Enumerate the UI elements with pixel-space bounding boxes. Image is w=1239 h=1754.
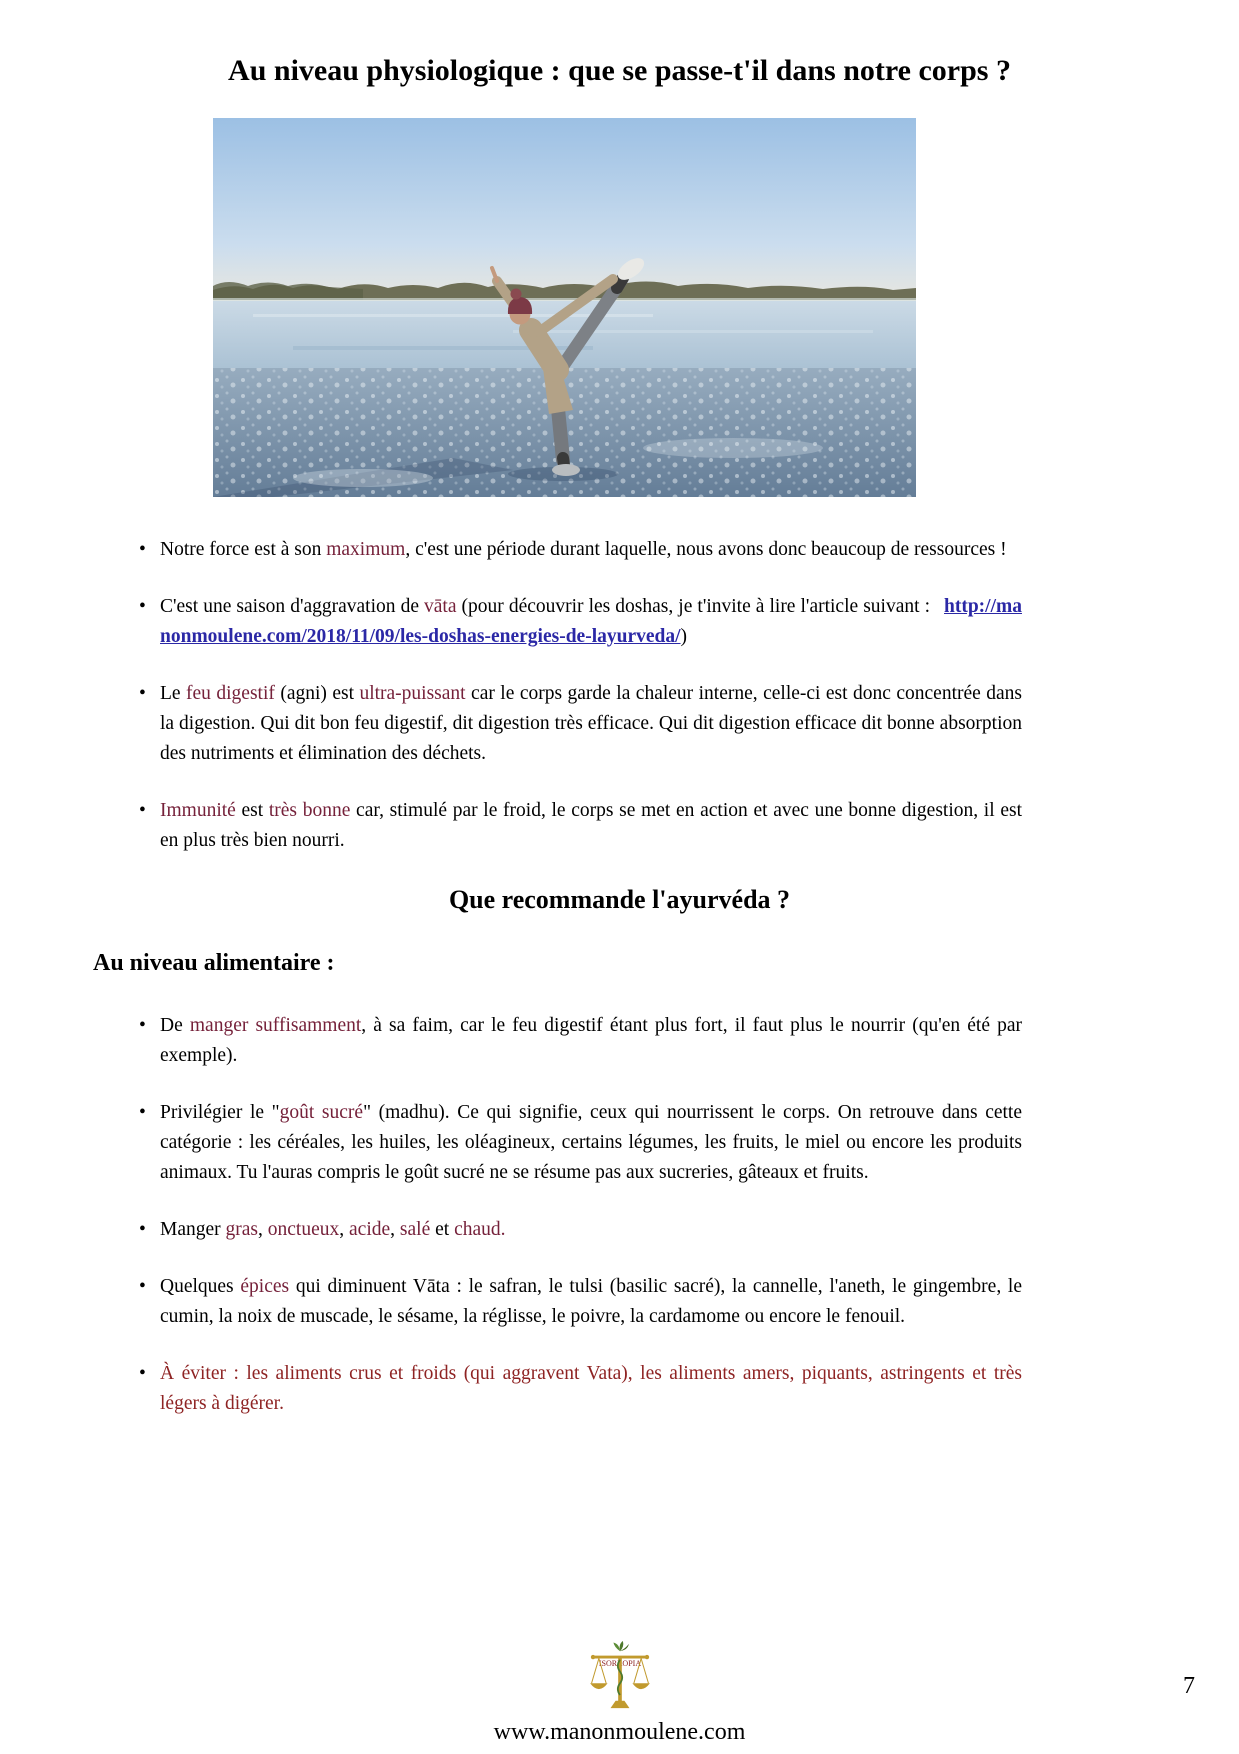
recommend-bullet-list <box>0 1011 1022 1419</box>
highlighted-text: goût sucré <box>279 1102 364 1123</box>
list-item <box>137 1098 1022 1188</box>
leaf-sprig-icon <box>613 1641 628 1651</box>
text-segment: , <box>258 1219 268 1240</box>
list-item <box>137 1215 1022 1245</box>
highlighted-text: chaud. <box>454 1219 506 1240</box>
intro-bullet-list <box>0 535 1022 856</box>
highlighted-text: manger suffisamment <box>189 1015 362 1036</box>
text-segment: car, stimulé par le froid, le corps se met en action et avec une bonne digestion, il est en plus très bien nourri. <box>160 800 1022 851</box>
highlighted-text: très bonne <box>268 800 351 821</box>
list-item <box>137 1011 1022 1071</box>
page-footer <box>0 1641 1239 1746</box>
text-segment: Quelques <box>160 1276 241 1297</box>
text-segment: " (madhu). Ce qui signifie, ceux qui nourrissent le corps. On retrouve dans cette catégorie : les céréales, les huiles, les oléagineux, certains légumes, les fruits, le miel ou encore les produits animaux. Tu l'auras compris le goût sucré ne se résume pas aux sucreries, gâteaux et fruits. <box>160 1102 1022 1183</box>
highlighted-text: gras <box>225 1219 259 1240</box>
text-segment: De <box>160 1015 190 1036</box>
page-title: Au niveau physiologique : que se passe-t'il dans notre corps ? <box>228 54 1011 87</box>
highlighted-text: acide <box>349 1219 391 1240</box>
highlighted-text: épices <box>240 1276 290 1297</box>
highlighted-text: onctueux <box>267 1219 340 1240</box>
text-segment: et <box>430 1219 455 1240</box>
list-item <box>137 679 1022 769</box>
site-url: www.manonmoulene.com <box>493 1719 746 1745</box>
alimentary-subheading: Au niveau alimentaire : <box>93 950 335 976</box>
scale-pan-left <box>590 1683 608 1689</box>
sky <box>213 118 916 300</box>
highlighted-text: salé <box>399 1219 431 1240</box>
frozen-lake-yoga-photo <box>213 118 916 497</box>
isorropia-scales-logo <box>587 1641 653 1711</box>
text-segment: qui diminuent Vāta : le safran, le tulsi (basilic sacré), la cannelle, l'aneth, le gingembre, le cumin, la noix de muscade, le sésame, la réglisse, le poivre, la cardamome ou encore le fenouil. <box>160 1276 1022 1327</box>
highlighted-text: vāta <box>424 596 457 617</box>
text-segment: Privilégier le " <box>160 1102 280 1123</box>
highlighted-text: ultra-puissant <box>359 683 466 704</box>
text-segment: Manger <box>160 1219 226 1240</box>
scale-pan-right <box>632 1683 650 1689</box>
text-segment: (pour découvrir les doshas, je t'invite à lire l'article suivant : <box>456 596 930 617</box>
hero-photo <box>213 118 916 497</box>
recommend-heading: Que recommande l'ayurvéda ? <box>448 885 791 914</box>
text-segment: est <box>235 800 269 821</box>
highlighted-text: À éviter : les aliments crus et froids (qui aggravent Vata), les aliments amers, piquants, astringents et très légers à digérer. <box>160 1363 1022 1414</box>
list-item <box>137 592 1022 652</box>
text-segment: ) <box>680 626 688 647</box>
scale-base <box>610 1701 629 1708</box>
text-segment: , <box>390 1219 400 1240</box>
list-item <box>137 535 1022 565</box>
text-segment: Notre force est à son <box>160 539 327 560</box>
text-segment: car le corps garde la chaleur interne, celle-ci est donc concentrée dans la digestion. Qui dit bon feu digestif, dit digestion très efficace. Qui dit digestion efficace dit bonne absorption des nutriments et élimination des déchets. <box>160 683 1022 764</box>
list-item <box>137 1272 1022 1332</box>
text-segment: Le <box>160 683 187 704</box>
list-item <box>137 796 1022 856</box>
text-segment: , <box>339 1219 350 1240</box>
text-segment: C'est une saison d'aggravation de <box>160 596 425 617</box>
highlighted-text: feu digestif <box>186 683 275 704</box>
highlighted-text: maximum <box>326 539 406 560</box>
article-link[interactable]: http://manonmoulene.com/2018/11/09/les-doshas-energies-de-layurveda/ <box>160 596 1022 647</box>
list-item <box>137 1359 1022 1419</box>
text-segment: (agni) est <box>274 683 360 704</box>
highlighted-text: Immunité <box>160 800 236 821</box>
text-segment: , c'est une période durant laquelle, nous avons donc beaucoup de ressources ! <box>405 539 1007 560</box>
text-segment: , à sa faim, car le feu digestif étant plus fort, il faut plus le nourrir (qu'en été par exemple). <box>160 1015 1023 1066</box>
page-number: 7 <box>1183 1673 1195 1699</box>
